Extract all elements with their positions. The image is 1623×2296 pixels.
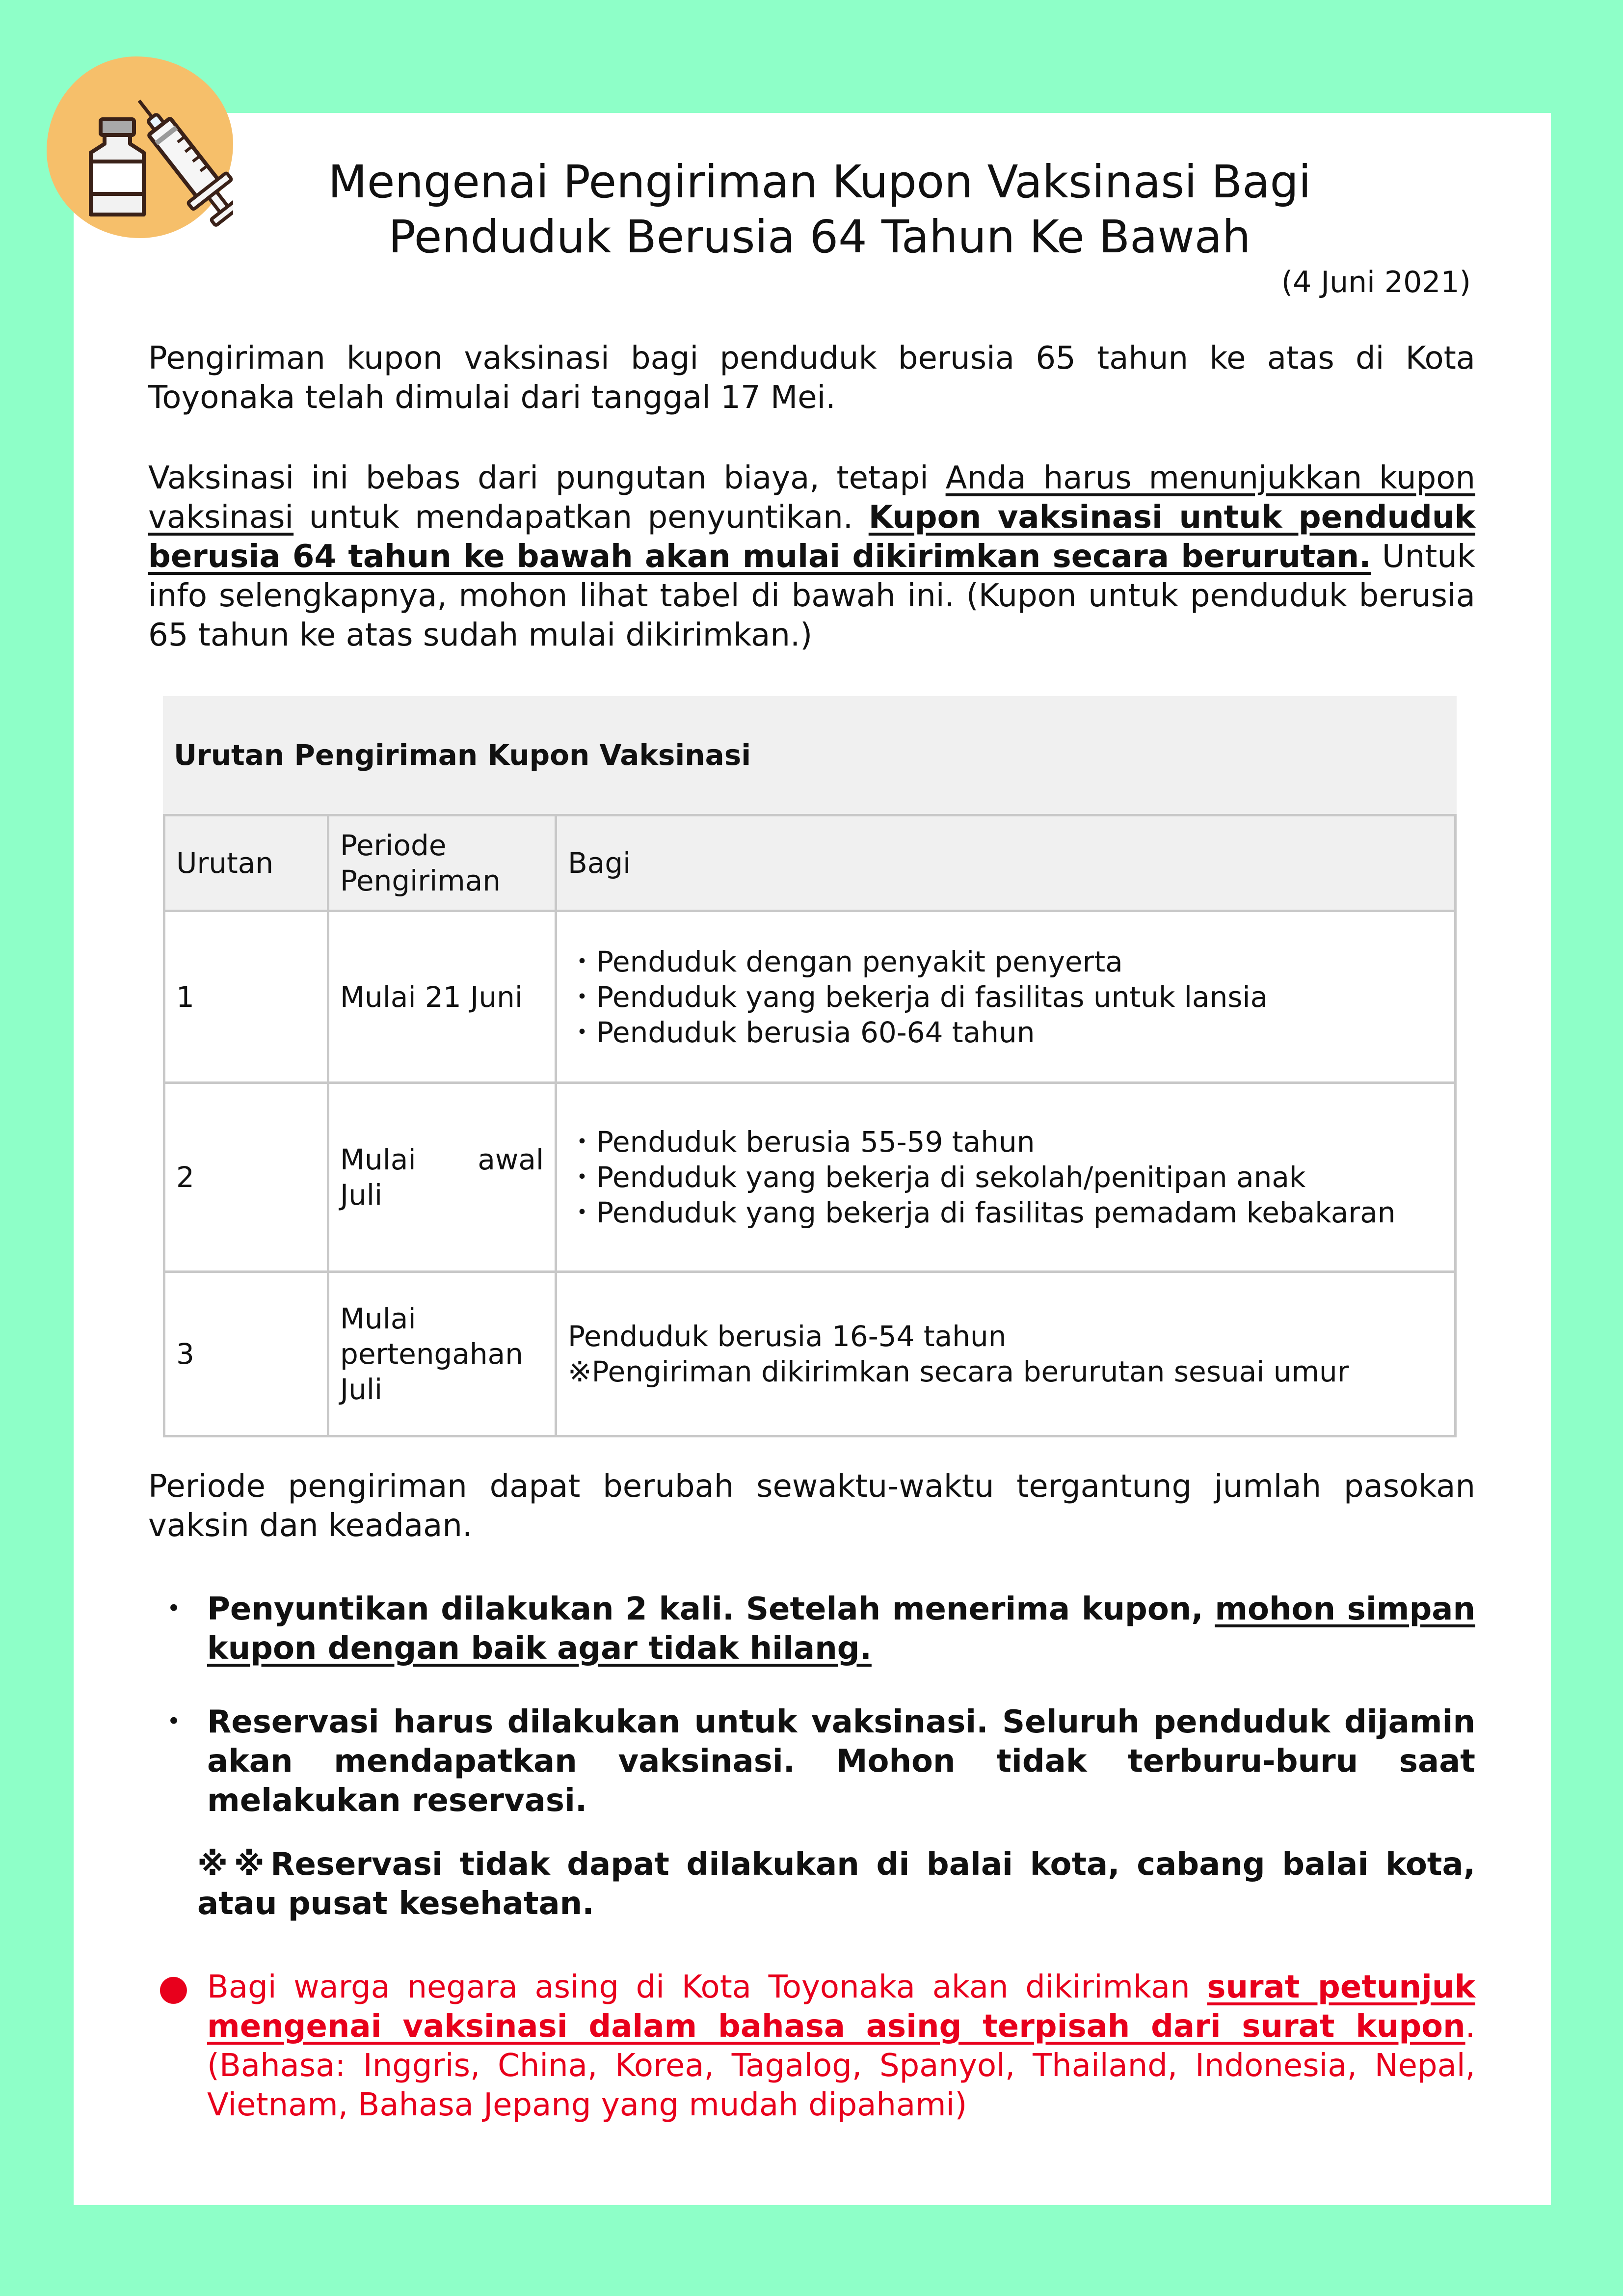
target-item: ・Penduduk dengan penyakit penyerta: [568, 945, 1123, 978]
bullet-marker: ●: [158, 1967, 189, 2008]
table-row: [164, 1272, 1456, 1436]
target-item: ・Penduduk berusia 55-59 tahun: [568, 1125, 1035, 1159]
coupon-schedule-table-section: [163, 696, 1457, 1437]
foreigner-notice: [148, 1968, 1475, 2125]
intro-paragraph-1: Pengiriman kupon vaksinasi bagi penduduk berusia 65 tahun ke atas di Kota Toyonaka telah dimulai dari tanggal 17 Mei.: [148, 340, 1475, 416]
vial-icon: [91, 119, 144, 215]
period-line: [340, 1142, 544, 1177]
title-line-1: Mengenai Pengiriman Kupon Vaksinasi Bagi: [328, 156, 1311, 208]
bullet-text: [207, 1590, 1475, 1668]
target-note: ※Pengiriman dikirimkan secara berurutan sesuai umur: [568, 1355, 1349, 1388]
schedule-change-notice: Periode pengiriman dapat berubah sewaktu-waktu tergantung jumlah pasokan vaksin dan keadaan.: [148, 1468, 1475, 1544]
coupon-required-notice: Anda harus menunjukkan kupon vaksinasi: [148, 460, 1476, 536]
period-line: Juli: [340, 1373, 383, 1406]
cell-period: [328, 1083, 556, 1272]
period-line: Juli: [340, 1178, 383, 1212]
bullet-marker: ・: [158, 1591, 189, 1627]
page-title: [206, 155, 1433, 265]
target-item: ・Penduduk yang bekerja di fasilitas untuk lansia: [568, 980, 1268, 1014]
foreigner-notice-text: [207, 1968, 1475, 2125]
target-item: ・Penduduk yang bekerja di sekolah/penitipan anak: [568, 1161, 1306, 1194]
target-item: ・Penduduk yang bekerja di fasilitas pemadam kebakaran: [568, 1196, 1396, 1229]
period-line: Mulai: [340, 1302, 416, 1335]
keep-coupon-notice: mohon simpan kupon dengan baik agar tidak hilang.: [207, 1591, 1476, 1667]
cell-targets: [556, 1272, 1456, 1436]
bullet-text: Reservasi harus dilakukan untuk vaksinasi. Seluruh penduduk dijamin akan mendapatkan vaksinasi. Mohon tidak terburu-buru saat melakukan reservasi.: [207, 1704, 1475, 1819]
cell-order: 2: [164, 1083, 328, 1272]
column-header-target: Bagi: [556, 815, 1456, 911]
column-header-order: Urutan: [164, 815, 328, 911]
table-row: [164, 911, 1456, 1083]
column-header-period-label: Periode Pengiriman: [340, 829, 501, 897]
vaccine-illustration: [47, 56, 233, 238]
list-item: [148, 1590, 1475, 1668]
table-row: [164, 1083, 1456, 1272]
list-item: [148, 1702, 1475, 1820]
column-header-period: [328, 815, 556, 911]
reservation-location-note: ※※Reservasi tidak dapat dilakukan di balai kota, cabang balai kota, atau pusat kesehatan.: [197, 1846, 1475, 1922]
target-item: ・Penduduk berusia 60-64 tahun: [568, 1015, 1035, 1049]
period-line: pertengahan: [340, 1337, 523, 1371]
coupon-schedule-table: [163, 814, 1457, 1437]
title-line-2: Penduduk Berusia 64 Tahun Ke Bawah: [388, 211, 1251, 263]
intro-text: Vaksinasi ini bebas dari pungutan biaya, tetapi: [148, 460, 946, 496]
period-word: awal: [478, 1143, 544, 1176]
important-points-list: [148, 1590, 1475, 2125]
table-caption: Urutan Pengiriman Kupon Vaksinasi: [163, 696, 1457, 814]
coupon-delivery-notice: Kupon vaksinasi untuk penduduk berusia 64 tahun ke bawah akan mulai dikirimkan secara berurutan.: [148, 499, 1476, 575]
cell-order: 3: [164, 1272, 328, 1436]
document-body: [148, 339, 1475, 2159]
bullet-text-part: Penyuntikan dilakukan 2 kali. Setelah menerima kupon,: [207, 1591, 1215, 1627]
bullet-marker: ・: [158, 1704, 189, 1740]
period-word: Mulai: [340, 1143, 416, 1176]
cell-period: [328, 1272, 556, 1436]
cell-targets: [556, 1083, 1456, 1272]
notice-text-part: Bagi warga negara asing di Kota Toyonaka akan dikirimkan: [207, 1969, 1207, 2005]
foreign-language-letter-notice: surat petunjuk mengenai vaksinasi dalam bahasa asing terpisah dari surat kupon: [207, 1969, 1476, 2045]
cell-period: Mulai 21 Juni: [328, 911, 556, 1083]
publish-date: (4 Juni 2021): [1281, 265, 1471, 299]
cell-order: 1: [164, 911, 328, 1083]
intro-text: untuk mendapatkan penyuntikan.: [293, 499, 869, 536]
cell-targets: [556, 911, 1456, 1083]
table-header-row: [164, 815, 1456, 911]
target-item: Penduduk berusia 16-54 tahun: [568, 1320, 1007, 1353]
notice-text-part: . (Bahasa: Inggris, China, Korea, Tagalog, Spanyol, Thailand, Indonesia, Nepal, Vietnam, Bahasa Jepang yang mudah dipahami): [207, 2008, 1475, 2123]
intro-text: Untuk info selengkapnya, mohon lihat tabel di bawah ini. (Kupon untuk penduduk berusia 65 tahun ke atas sudah mulai dikirimkan.): [148, 539, 1476, 653]
intro-paragraph-2: [148, 459, 1475, 655]
vaccine-vial-syringe-icon: [47, 56, 233, 238]
